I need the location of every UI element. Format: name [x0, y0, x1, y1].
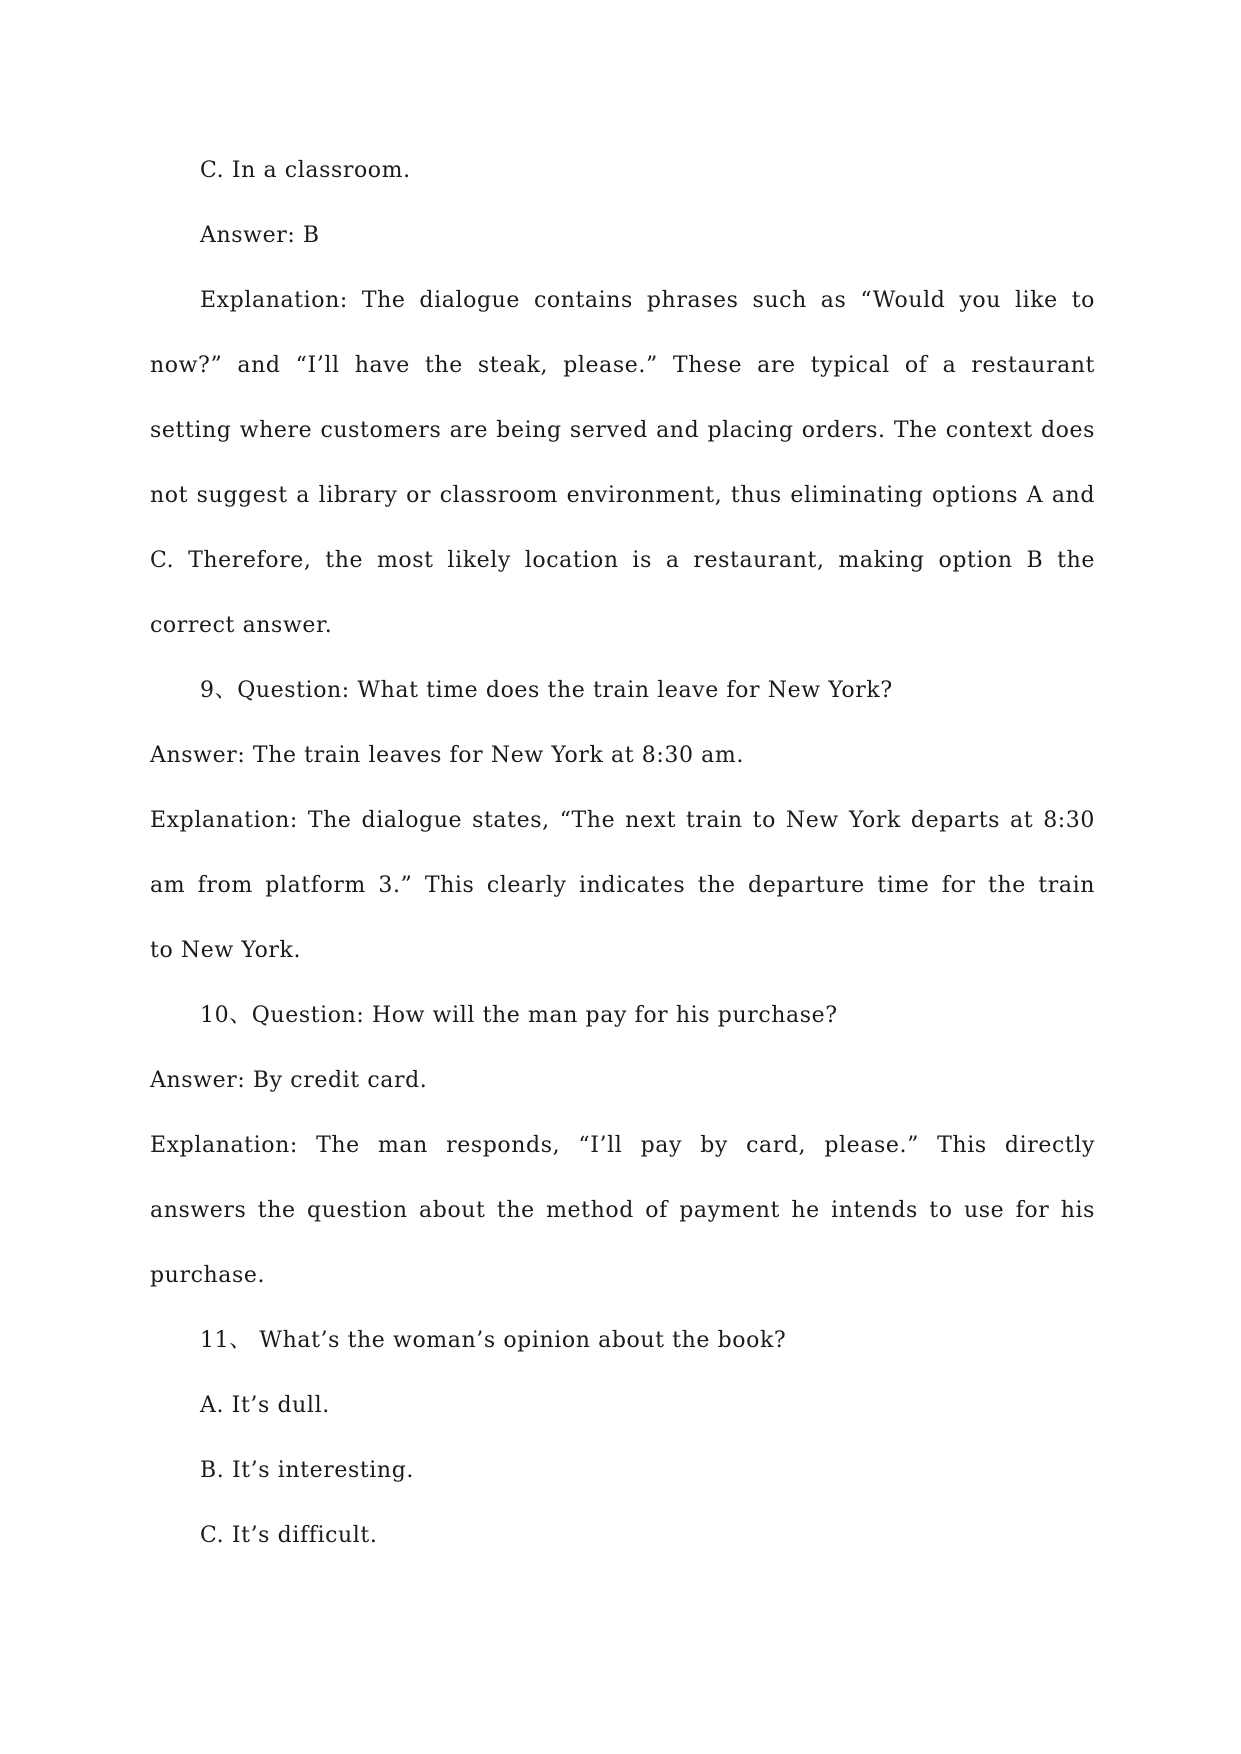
explanation-8-line-1: Explanation: The dialogue contains phrases such as “Would you like to	[200, 288, 1095, 313]
question-9: 9、Question: What time does the train leave for New York?	[200, 678, 893, 703]
explanation-9-line-3: to New York.	[150, 938, 302, 963]
explanation-8-line-6: correct answer.	[150, 613, 333, 638]
option-c-11: C. It’s difficult.	[200, 1523, 378, 1548]
option-b-11: B. It’s interesting.	[200, 1458, 414, 1483]
answer-10: Answer: By credit card.	[150, 1068, 428, 1093]
explanation-8-line-5: C. Therefore, the most likely location is a restaurant, making option B the	[150, 548, 1095, 573]
explanation-8-line-3: setting where customers are being served and placing orders. The context does	[150, 418, 1095, 443]
document-body	[150, 138, 1095, 1568]
answer-8: Answer: B	[200, 223, 320, 248]
explanation-8-line-4: not suggest a library or classroom environment, thus eliminating options A and	[150, 483, 1095, 508]
explanation-8-line-2: now?” and “I’ll have the steak, please.” These are typical of a restaurant	[150, 353, 1095, 378]
explanation-10-line-3: purchase.	[150, 1263, 266, 1288]
option-a-11: A. It’s dull.	[200, 1393, 330, 1418]
question-10: 10、Question: How will the man pay for his purchase?	[200, 1003, 838, 1028]
answer-9: Answer: The train leaves for New York at 8:30 am.	[150, 743, 744, 768]
explanation-10-line-2: answers the question about the method of payment he intends to use for his	[150, 1198, 1095, 1223]
explanation-9-line-2: am from platform 3.” This clearly indicates the departure time for the train	[150, 873, 1095, 898]
question-11: 11、 What’s the woman’s opinion about the book?	[200, 1328, 787, 1353]
explanation-9-line-1: Explanation: The dialogue states, “The next train to New York departs at 8:30	[150, 808, 1095, 833]
explanation-10-line-1: Explanation: The man responds, “I’ll pay by card, please.” This directly	[150, 1133, 1095, 1158]
option-c-classroom: C. In a classroom.	[200, 158, 411, 183]
